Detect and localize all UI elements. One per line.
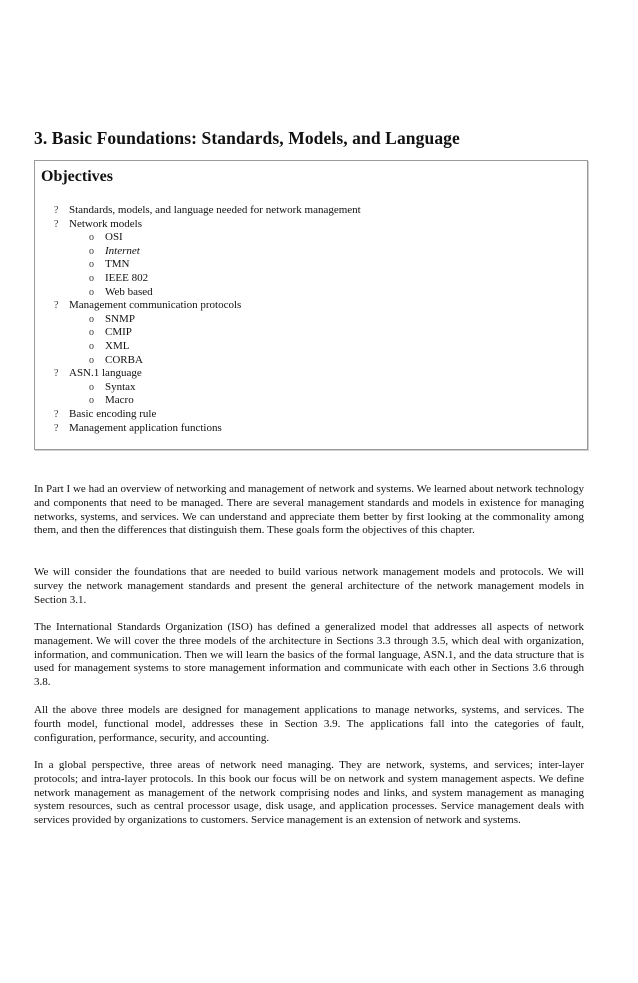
question-bullet-icon: ?: [54, 422, 59, 434]
objective-item: [35, 408, 587, 422]
question-bullet-icon: ?: [54, 408, 59, 420]
objective-subitem: [35, 326, 587, 340]
objective-subtext: CORBA: [105, 353, 143, 366]
objective-subitem: [35, 354, 587, 368]
objective-subitem: [35, 381, 587, 395]
body-paragraph: The International Standards Organization (ISO) has defined a generalized model that addresses all aspects of network management. We will cover the three models of the architecture in Sections 3.3 through 3.5, which deal with organization, information, and communication. Then we will learn the basics of the formal language, ASN.1, and the data structure that is used for management systems to store management information and communicate with each other in Sections 3.6 through 3.8.: [34, 621, 584, 689]
circle-bullet-icon: o: [89, 245, 94, 257]
question-bullet-icon: ?: [54, 205, 59, 216]
circle-bullet-icon: o: [89, 259, 94, 271]
objective-subitem: [35, 245, 587, 259]
objective-subtext: CMIP: [105, 326, 132, 339]
objective-item: [35, 204, 587, 218]
question-bullet-icon: ?: [54, 218, 59, 230]
objective-subitem: [35, 231, 587, 245]
question-bullet-icon: ?: [54, 300, 59, 312]
objective-subtext: Web based: [105, 285, 153, 298]
body-paragraph: In a global perspective, three areas of network need managing. They are network, systems, and services; inter-layer protocols; and intra-layer protocols. In this book our focus will be on network and system management aspects. We define network management as management of the network comprising nodes and links, and system management as managing system resources, such as central processor usage, disk usage, and application processes. Service management deals with services provided by organizations to customers. Service management is an extension of network and systems.: [34, 759, 584, 827]
objective-item: [35, 422, 587, 436]
body-paragraph: We will consider the foundations that are needed to build various network management models and protocols. We will survey the network management standards and present the general architecture of the network management models in Section 3.1.: [34, 566, 584, 606]
objectives-heading: Objectives: [41, 168, 113, 185]
objective-subtext: Internet: [105, 244, 140, 257]
objectives-list: [35, 204, 587, 435]
objective-subtext: TMN: [105, 258, 130, 271]
circle-bullet-icon: o: [89, 327, 94, 339]
objective-subtext: OSI: [105, 231, 123, 244]
circle-bullet-icon: o: [89, 354, 94, 366]
question-bullet-icon: ?: [54, 368, 59, 380]
objective-text: Basic encoding rule: [69, 407, 157, 420]
objectives-box: [34, 160, 588, 450]
body-paragraph: All the above three models are designed for management applications to manage networks, systems, and services. The fourth model, functional model, addresses these in Section 3.9. The applications fall into the categories of fault, configuration, performance, security, and accounting.: [34, 704, 584, 744]
objective-subtext: SNMP: [105, 312, 135, 325]
objective-subitem: [35, 340, 587, 354]
objective-subtext: IEEE 802: [105, 271, 149, 284]
objective-subitem: [35, 313, 587, 327]
objective-subitem: [35, 272, 587, 286]
circle-bullet-icon: o: [89, 272, 94, 284]
circle-bullet-icon: o: [89, 313, 94, 325]
objective-text: Network models: [69, 217, 143, 230]
objective-subitem: [35, 394, 587, 408]
objective-text: ASN.1 language: [69, 367, 142, 380]
objective-text: Management application functions: [69, 421, 222, 434]
circle-bullet-icon: o: [89, 340, 94, 352]
circle-bullet-icon: o: [89, 381, 94, 393]
circle-bullet-icon: o: [89, 286, 94, 298]
chapter-title: 3. Basic Foundations: Standards, Models, and Language: [34, 128, 460, 148]
circle-bullet-icon: o: [89, 232, 94, 244]
objective-subitem: [35, 258, 587, 272]
objective-text: Standards, models, and language needed for network management: [69, 204, 361, 216]
body-paragraph: In Part I we had an overview of networking and management of network and systems. We learned about network technology and components that need to be managed. There are several management standards and models in existence for managing networks, systems, and services. We can understand and appreciate them better by first looking at the commonality among them, and then the differences that distinguish them. These goals form the objectives of this chapter.: [34, 483, 584, 537]
objective-subtext: Macro: [105, 394, 134, 407]
objective-item: [35, 218, 587, 232]
objective-subtext: XML: [105, 339, 130, 352]
objective-subtext: Syntax: [105, 380, 136, 393]
circle-bullet-icon: o: [89, 395, 94, 407]
objective-item: [35, 367, 587, 381]
objective-subitem: [35, 286, 587, 300]
objective-item: [35, 299, 587, 313]
objective-text: Management communication protocols: [69, 299, 242, 312]
